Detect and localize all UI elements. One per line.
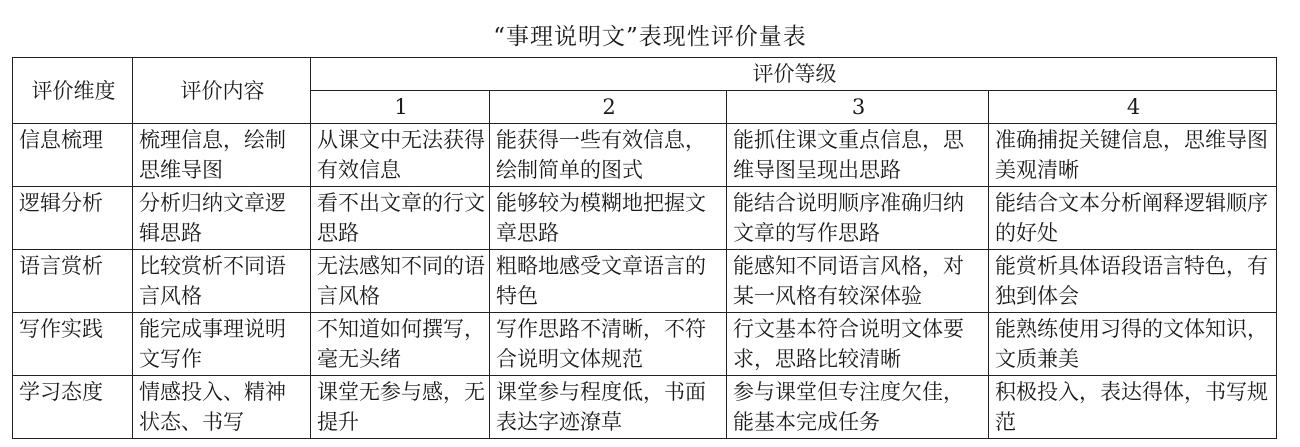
row-dimension: 语言赏析: [13, 250, 133, 313]
row-level-1: 看不出文章的行文思路: [311, 187, 490, 250]
row-level-4: 能赏析具体语段语言特色，有独到体会: [989, 250, 1277, 313]
row-content: 比较赏析不同语言风格: [133, 250, 311, 313]
level-1-header: 1: [311, 91, 490, 124]
table-row: [13, 187, 1277, 250]
row-content: 情感投入、精神状态、书写: [133, 376, 311, 439]
row-level-4: 准确捕捉关键信息，思维导图美观清晰: [989, 124, 1277, 187]
row-level-2: 课堂参与程度低，书面表达字迹潦草: [490, 376, 727, 439]
table-row: [13, 250, 1277, 313]
table-row: [13, 124, 1277, 187]
row-level-1: 无法感知不同的语言风格: [311, 250, 490, 313]
row-level-4: 能结合文本分析阐释逻辑顺序的好处: [989, 187, 1277, 250]
table-row: [13, 376, 1277, 439]
header-levels-title: 评价等级: [311, 58, 1277, 91]
row-level-2: 粗略地感受文章语言的特色: [490, 250, 727, 313]
header-row: [13, 58, 1277, 91]
row-level-3: 行文基本符合说明文体要求，思路比较清晰: [727, 313, 989, 376]
row-dimension: 逻辑分析: [13, 187, 133, 250]
row-level-4: 能熟练使用习得的文体知识，文质兼美: [989, 313, 1277, 376]
row-content: 分析归纳文章逻辑思路: [133, 187, 311, 250]
row-content: 梳理信息，绘制思维导图: [133, 124, 311, 187]
row-level-4: 积极投入，表达得体，书写规范: [989, 376, 1277, 439]
table-row: [13, 313, 1277, 376]
row-level-1: 课堂无参与感，无提升: [311, 376, 490, 439]
row-level-3: 参与课堂但专注度欠佳，能基本完成任务: [727, 376, 989, 439]
row-level-1: 从课文中无法获得有效信息: [311, 124, 490, 187]
header-dimension: 评价维度: [13, 58, 133, 124]
row-dimension: 写作实践: [13, 313, 133, 376]
level-4-header: 4: [989, 91, 1277, 124]
row-level-2: 写作思路不清晰，不符合说明文体规范: [490, 313, 727, 376]
row-level-2: 能获得一些有效信息，绘制简单的图式: [490, 124, 727, 187]
table-title: “事理说明文”表现性评价量表: [493, 24, 807, 50]
evaluation-rubric-table: [12, 57, 1277, 439]
row-dimension: 信息梳理: [13, 124, 133, 187]
row-content: 能完成事理说明文写作: [133, 313, 311, 376]
row-level-3: 能抓住课文重点信息，思维导图呈现出思路: [727, 124, 989, 187]
row-dimension: 学习态度: [13, 376, 133, 439]
row-level-3: 能结合说明顺序准确归纳文章的写作思路: [727, 187, 989, 250]
level-3-header: 3: [727, 91, 989, 124]
header-content: 评价内容: [133, 58, 311, 124]
row-level-1: 不知道如何撰写，毫无头绪: [311, 313, 490, 376]
row-level-2: 能够较为模糊地把握文章思路: [490, 187, 727, 250]
level-2-header: 2: [490, 91, 727, 124]
row-level-3: 能感知不同语言风格，对某一风格有较深体验: [727, 250, 989, 313]
